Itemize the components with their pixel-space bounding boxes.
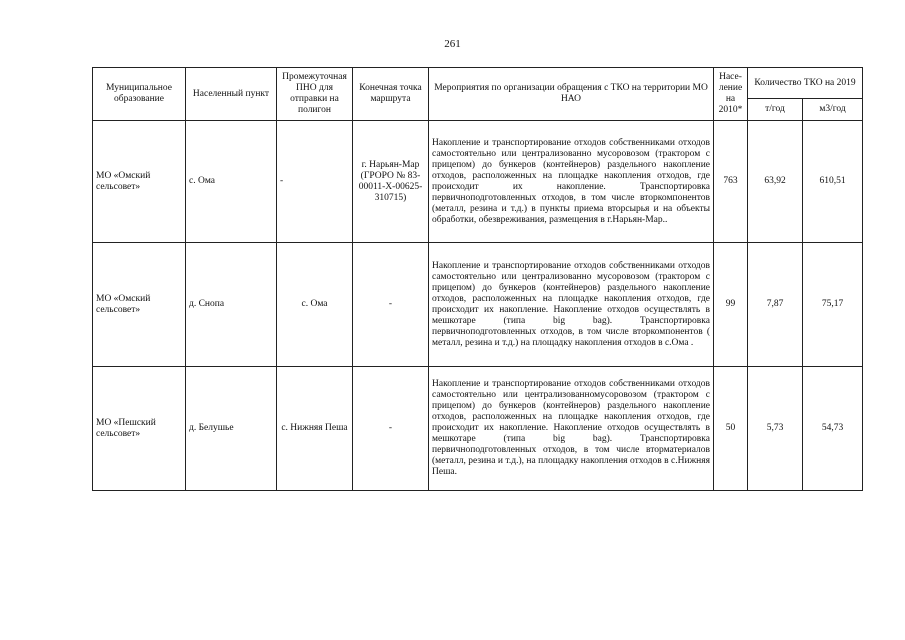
header-route-endpoint: Конечная точка маршрута (353, 68, 429, 121)
header-measures: Мероприятия по организации обращения с ТКО на территории МО НАО (429, 68, 714, 121)
tons-cell: 5,73 (748, 367, 803, 491)
page-number: 261 (444, 38, 461, 50)
table-row (93, 243, 863, 367)
header-intermediate-point: Промежуточная ПНО для отправки на полигон (277, 68, 353, 121)
municipality-cell: МО «Омский сельсовет» (93, 121, 186, 243)
intermediate-cell: с. Ома (277, 243, 353, 367)
endpoint-cell: - (353, 367, 429, 491)
header-population: Насе-ление на 2010* (714, 68, 748, 121)
measures-cell: Накопление и транспортирование отходов собственниками отходов самостоятельно или централизованномусоровозом (трактором с прицепом) до бункеров (контейнеров) раздельного накопление отходов, расположенных на площадке накопления отходов, где происходит их накопление. Накопление отходов осуществлять в мешкотаре (типа big bag). Транспортировка первичноподготовленных отходов, в том числе вторматериалов (металл, резина и т.д.), на площадку накопления отходов в с.Нижняя Пеша. (429, 367, 714, 491)
header-quantity: Количество ТКО на 2019 (748, 68, 863, 99)
header-settlement: Населенный пункт (186, 68, 277, 121)
settlement-cell: д. Белушье (186, 367, 277, 491)
endpoint-cell: г. Нарьян-Мар (ГРОРО № 83-00011-Х-00625-310715) (353, 121, 429, 243)
settlement-cell: с. Ома (186, 121, 277, 243)
intermediate-cell: с. Нижняя Пеша (277, 367, 353, 491)
m3-cell: 75,17 (803, 243, 863, 367)
tons-cell: 7,87 (748, 243, 803, 367)
municipality-cell: МО «Пешский сельсовет» (93, 367, 186, 491)
m3-cell: 54,73 (803, 367, 863, 491)
tons-cell: 63,92 (748, 121, 803, 243)
m3-cell: 610,51 (803, 121, 863, 243)
header-m3-per-year: м3/год (803, 99, 863, 121)
population-cell: 50 (714, 367, 748, 491)
measures-cell: Накопление и транспортирование отходов собственниками отходов самостоятельно или централизованно мусоровозом (трактором с прицепом) до бункеров (контейнеров) раздельного накопление отходов, расположенных на площадке накопления отходов, где происходит их накопление. Накопление отходов осуществлять в мешкотаре (типа big bag). Транспортировка первичноподготовленных отходов, в том числе вторкомпонентов ( металл, резина и т.д.) на площадку накопления отходов в с.Ома . (429, 243, 714, 367)
population-cell: 763 (714, 121, 748, 243)
table-row (93, 367, 863, 491)
header-municipality: Муниципальное образование (93, 68, 186, 121)
measures-cell: Накопление и транспортирование отходов собственниками отходов самостоятельно или централизованно мусоровозом (трактором с прицепом) до бункеров (контейнеров) раздельного накопление отходов, расположенных на площадке накопления отходов, где происходит их накопление. Транспортировка первичноподготовленных отходов, в том числе вторкомпонентов (металл, резина и т.д.) в пункты приема вторсырья и на объекты обработки, обезвреживания, размещения в г.Нарьян-Мар.. (429, 121, 714, 243)
endpoint-cell: - (353, 243, 429, 367)
settlement-cell: д. Снопа (186, 243, 277, 367)
population-cell: 99 (714, 243, 748, 367)
waste-management-table (92, 67, 863, 491)
header-tons-per-year: т/год (748, 99, 803, 121)
municipality-cell: МО «Омский сельсовет» (93, 243, 186, 367)
table-row (93, 121, 863, 243)
intermediate-cell: - (277, 121, 353, 243)
